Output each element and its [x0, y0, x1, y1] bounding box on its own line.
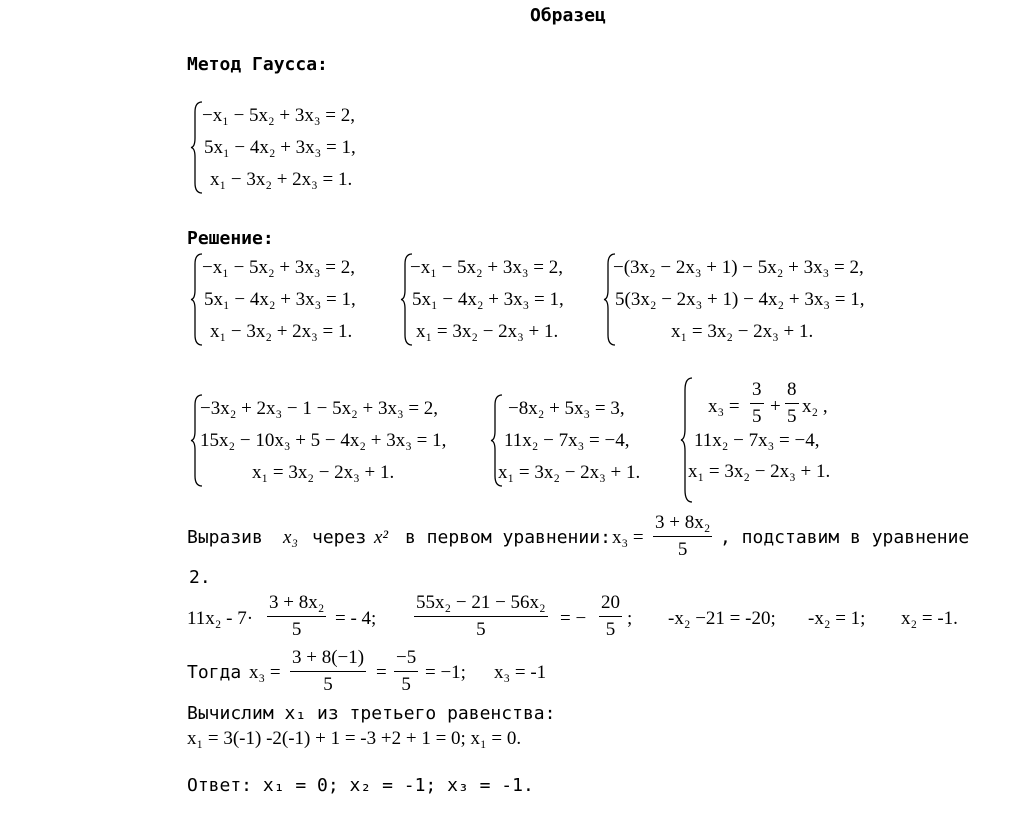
- fraction-denominator: 5: [787, 405, 797, 427]
- fraction-denominator: 5: [605, 618, 616, 640]
- equation: x₁ = 3x₂ − 2x₃ + 1.: [252, 462, 395, 483]
- var-x3: x₃: [283, 527, 299, 548]
- equation: −x₁ − 5x₂ + 3x₃ = 2,: [202, 257, 355, 278]
- fraction-denominator: 5: [401, 673, 411, 695]
- fraction-numerator: 3 + 8x₂: [653, 513, 712, 537]
- fraction-numerator: −5: [394, 648, 418, 672]
- step-system: [603, 252, 903, 347]
- equation: −(3x₂ − 2x₃ + 1) − 5x₂ + 3x₃ = 2,: [613, 257, 864, 278]
- equation: 11x₂ − 7x₃ = −4,: [504, 430, 630, 451]
- fraction-numerator: 20: [599, 593, 622, 617]
- given-system: [190, 100, 390, 195]
- fraction-numerator: 3 + 8x₂: [267, 593, 326, 617]
- method-heading: Метод Гаусса:: [187, 54, 328, 75]
- equation: 11x₂ − 7x₃ = −4,: [694, 430, 820, 451]
- fraction-denominator: 5: [677, 538, 688, 560]
- sub-term-a6: -x₂ = 1;: [808, 608, 866, 629]
- sub-term-a7: x₂ = -1.: [901, 608, 958, 629]
- answer: Ответ: x₁ = 0; x₂ = -1; x₃ = -1.: [187, 775, 534, 796]
- sub-term-a5: -x₂ −21 = -20;: [668, 608, 776, 629]
- step-system: [190, 393, 480, 488]
- equation: x₁ − 3x₂ + 2x₃ = 1.: [210, 321, 353, 342]
- express-line: [187, 512, 987, 564]
- step-system: [190, 252, 390, 347]
- equation: x₁ = 3x₂ − 2x₃ + 1.: [688, 461, 831, 482]
- express-suffix: , подставим в уравнение: [720, 527, 970, 548]
- then-result: x₃ = -1: [494, 662, 547, 683]
- fraction-express: [653, 513, 712, 561]
- equation-x3-lhs: x₃ =: [708, 396, 740, 417]
- then-tail: = −1;: [425, 662, 466, 683]
- page-title: Образец: [530, 5, 606, 26]
- left-brace-icon: [680, 376, 694, 504]
- fraction-denominator: 5: [476, 618, 486, 640]
- equation-x2-term: x₂ ,: [802, 396, 828, 417]
- fraction-sub-2: [414, 593, 548, 641]
- fraction-numerator: 3: [750, 380, 764, 404]
- equation: 5x₁ − 4x₂ + 3x₃ = 1,: [204, 289, 356, 310]
- compute-x1-text: Вычислим x₁ из третьего равенства:: [187, 703, 556, 724]
- fraction-denominator: 5: [291, 618, 302, 640]
- fraction-denominator: 5: [323, 673, 333, 695]
- x3-equals: x₃ =: [612, 527, 644, 548]
- fraction-sub-3: [599, 593, 622, 641]
- express-prefix: Выразив: [187, 527, 263, 548]
- solution-heading: Решение:: [187, 228, 274, 249]
- fraction-then-1: [290, 648, 366, 696]
- fraction-denominator: 5: [752, 405, 762, 427]
- equals-sign: =: [376, 662, 387, 683]
- equation: 5x₁ − 4x₂ + 3x₃ = 1,: [204, 137, 356, 158]
- fraction-sub-1: [267, 593, 326, 641]
- step-system: [490, 393, 670, 488]
- equation: x₁ = 3x₂ − 2x₃ + 1.: [498, 462, 641, 483]
- express-in-first: в первом уравнении:: [405, 527, 611, 548]
- express-line2: 2.: [189, 567, 211, 588]
- equation: −x₁ − 5x₂ + 3x₃ = 2,: [410, 257, 563, 278]
- equation: x₁ − 3x₂ + 2x₃ = 1.: [210, 169, 353, 190]
- substitution-line: [187, 592, 987, 644]
- step-system: [680, 376, 870, 504]
- equation: 5(3x₂ − 2x₃ + 1) − 4x₂ + 3x₃ = 1,: [615, 289, 865, 310]
- fraction-numerator: 3 + 8(−1): [290, 648, 366, 672]
- equation: −8x₂ + 5x₃ = 3,: [508, 398, 625, 419]
- equation: 15x₂ − 10x₃ + 5 − 4x₂ + 3x₃ = 1,: [200, 430, 447, 451]
- plus-sign: +: [770, 396, 781, 417]
- equation: x₁ = 3x₂ − 2x₃ + 1.: [671, 321, 814, 342]
- x1-calculation: x₁ = 3(-1) -2(-1) + 1 = -3 +2 + 1 = 0; x₁ = 0.: [187, 728, 522, 749]
- var-x2-squared: x²: [374, 527, 389, 548]
- sub-term-a3: = −: [560, 608, 587, 629]
- fraction-numerator: 8: [785, 380, 799, 404]
- x3-equals: x₃ =: [249, 662, 281, 683]
- then-line: [187, 647, 787, 699]
- fraction-3-5: [750, 380, 764, 428]
- equation: −3x₂ + 2x₃ − 1 − 5x₂ + 3x₃ = 2,: [200, 398, 439, 419]
- equation: −x₁ − 5x₂ + 3x₃ = 2,: [202, 105, 355, 126]
- sub-term-a2: = - 4;: [335, 608, 377, 629]
- step-system: [400, 252, 590, 347]
- fraction-8-5: [785, 380, 799, 428]
- equation: 5x₁ − 4x₂ + 3x₃ = 1,: [412, 289, 564, 310]
- equation: x₁ = 3x₂ − 2x₃ + 1.: [416, 321, 559, 342]
- sub-term-a1: 11x₂ - 7·: [187, 608, 254, 629]
- fraction-numerator: 55x₂ − 21 − 56x₂: [414, 593, 548, 617]
- sub-term-a4: ;: [627, 608, 633, 629]
- fraction-then-2: [394, 648, 418, 696]
- then-prefix: Тогда: [187, 662, 242, 683]
- express-via: через: [312, 527, 367, 548]
